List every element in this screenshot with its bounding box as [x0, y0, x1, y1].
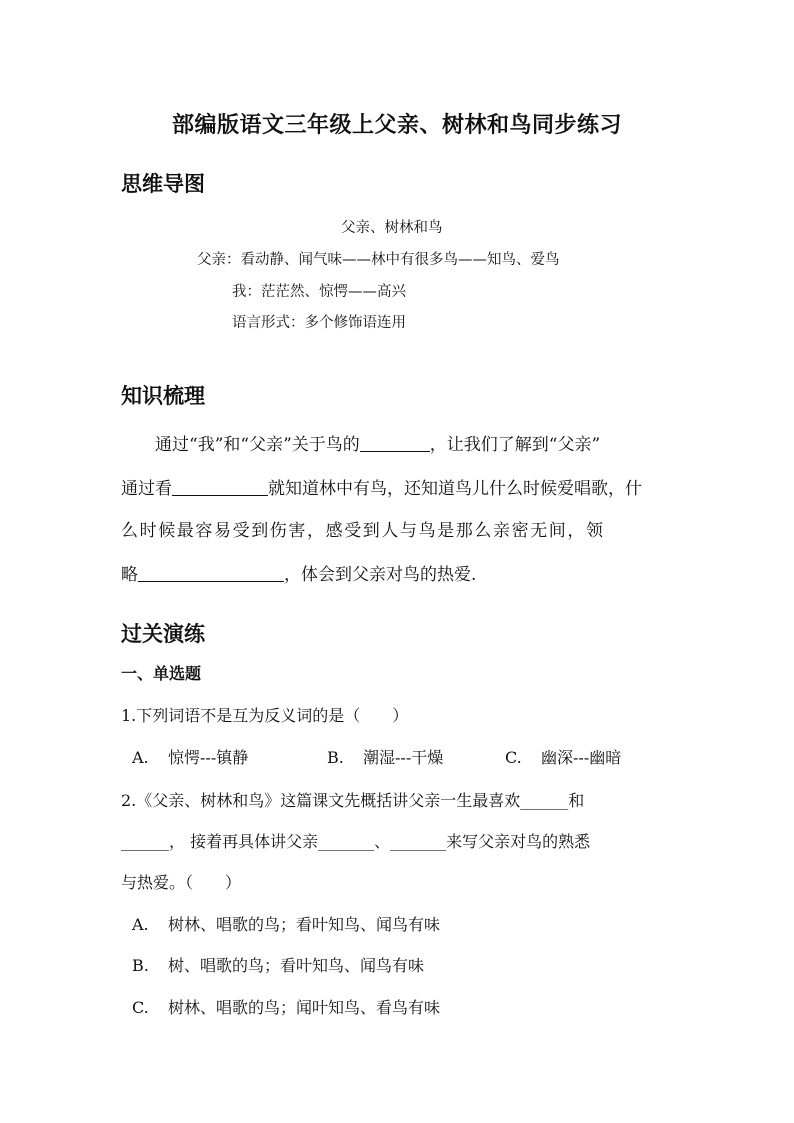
question-2-line-2: ______， 接着再具体讲父亲_______、_______来写父亲对鸟的熟悉 [121, 832, 591, 851]
q1-option-c[interactable] [505, 745, 621, 768]
option-label: A. [132, 748, 149, 767]
fill-blank[interactable] [360, 433, 430, 452]
fill-blank[interactable] [138, 563, 284, 582]
question-2-line-3: 与热爱。（ ） [121, 873, 242, 892]
mind-map-line-father: 父亲：看动静、闻气味——林中有很多鸟——知鸟、爱鸟 [197, 252, 560, 268]
option-text: 潮湿---干燥 [363, 748, 444, 767]
practice-heading: 过关演练 [121, 622, 205, 646]
q1-option-a[interactable] [132, 745, 248, 768]
knowledge-text: 通过看 [121, 479, 172, 499]
knowledge-line-1 [155, 433, 709, 456]
knowledge-text: 就知道林中有鸟，还知道鸟儿什么时候爱唱歌，什 [268, 479, 642, 499]
knowledge-text: ，体会到父亲对鸟的热爱. [284, 565, 477, 585]
option-label: B. [132, 956, 149, 975]
fill-blank[interactable] [172, 477, 268, 496]
option-label: A. [132, 915, 149, 934]
page-title: 部编版语文三年级上父亲、树林和鸟同步练习 [171, 113, 622, 138]
knowledge-heading: 知识梳理 [121, 384, 205, 408]
knowledge-text: 略 [121, 565, 138, 585]
knowledge-line-4 [121, 563, 675, 586]
option-text: 树、唱歌的鸟；看叶知鸟、闻鸟有味 [168, 956, 425, 975]
knowledge-line-2 [121, 477, 675, 500]
section-single-choice: 一、单选题 [121, 664, 202, 683]
mind-map-line-me: 我：茫茫然、惊愕——高兴 [232, 284, 406, 300]
knowledge-text: ，让我们了解到“父亲” [429, 435, 601, 455]
mind-map-heading: 思维导图 [121, 172, 205, 196]
q2-option-c[interactable] [132, 995, 440, 1018]
question-1-stem: 1.下列词语不是互为反义词的是（ ） [121, 706, 409, 725]
mind-map-center: 父亲、树林和鸟 [341, 220, 443, 236]
option-label: B. [327, 748, 344, 767]
mind-map-line-language: 语言形式：多个修饰语连用 [232, 315, 406, 331]
q1-option-b[interactable] [327, 745, 443, 768]
question-2-line-1: 2.《父亲、树林和鸟》这篇课文先概括讲父亲一生最喜欢______和 [121, 791, 585, 810]
option-text: 树林、唱歌的鸟；看叶知鸟、闻鸟有味 [168, 915, 441, 934]
knowledge-text: 通过“我”和“父亲”关于鸟的 [155, 435, 360, 455]
option-text: 惊愕---镇静 [168, 748, 249, 767]
knowledge-line-3: 么时候最容易受到伤害，感受到人与鸟是那么亲密无间，领 [121, 521, 605, 541]
q2-option-a[interactable] [132, 912, 440, 935]
option-text: 幽深---幽暗 [541, 748, 622, 767]
option-label: C. [505, 748, 522, 767]
option-label: C. [132, 998, 149, 1017]
option-text: 树林、唱歌的鸟；闻叶知鸟、看鸟有味 [168, 998, 441, 1017]
q2-option-b[interactable] [132, 953, 424, 976]
